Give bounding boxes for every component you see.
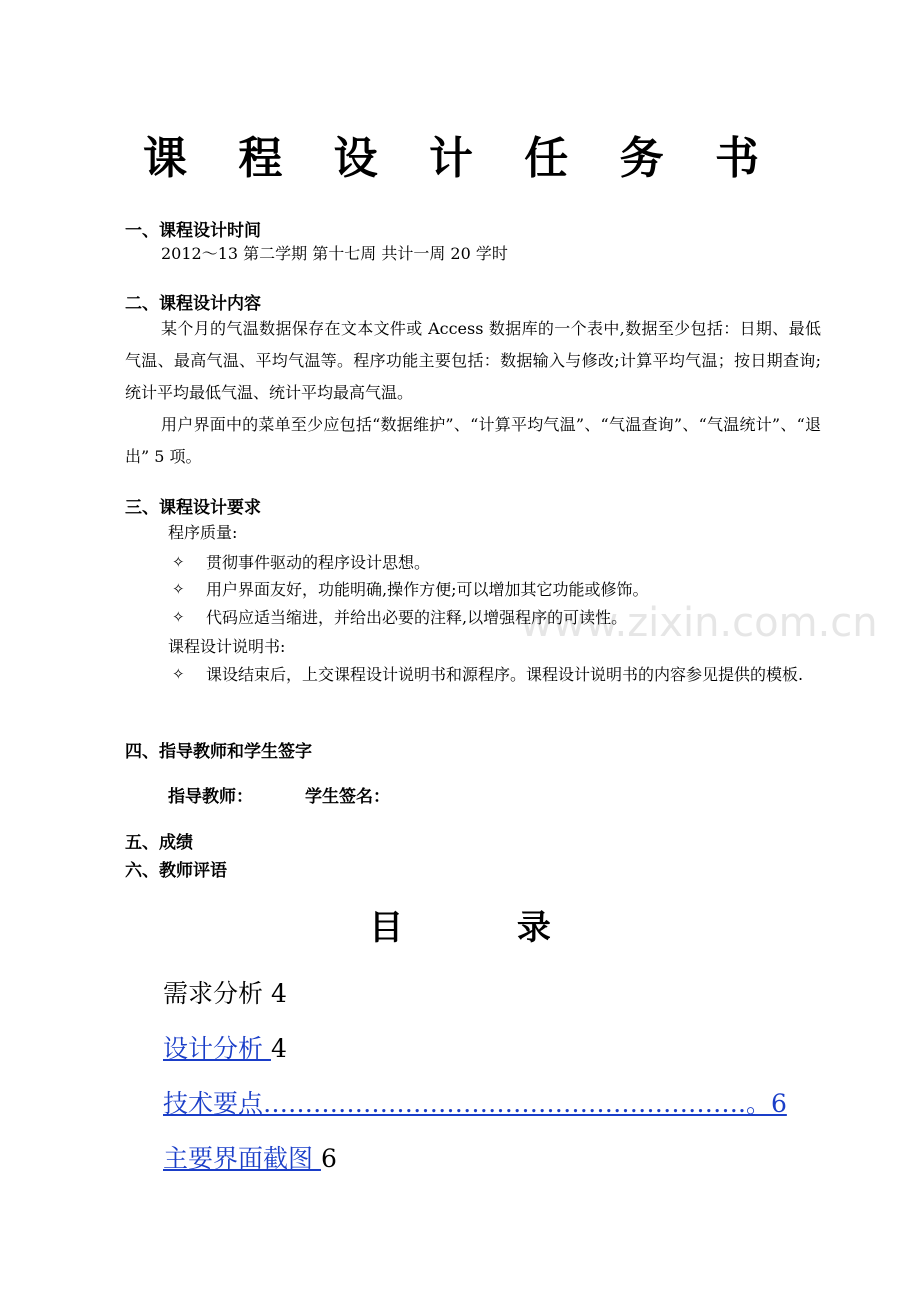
toc-item-page: 4	[263, 979, 287, 1008]
toc-item-link[interactable]: 设计分析	[163, 1034, 271, 1063]
list-item	[172, 548, 822, 577]
diamond-bullet-icon: ✧	[172, 553, 185, 571]
diamond-bullet-icon: ✧	[172, 608, 185, 626]
section-4-heading: 四、指导教师和学生签字	[125, 742, 312, 762]
teacher-signature-label: 指导教师：	[168, 787, 253, 807]
section-3-subheading-quality: 程序质量:	[168, 523, 238, 542]
toc-item-link[interactable]: 技术要点………………………………………………….。6	[163, 1089, 787, 1118]
list-item	[172, 575, 822, 604]
section-2-paragraph-1: 某个月的气温数据保存在文本文件或 Access 数据库的一个表中,数据至少包括：日期、最低气温、最高气温、平均气温等。程序功能主要包括：数据输入与修改;计算平均气温；按日期查询;统计平均最低气温、统计平均最高气温。	[125, 319, 821, 402]
list-item	[172, 660, 822, 689]
toc-title	[0, 900, 920, 949]
diamond-bullet-icon: ✧	[172, 580, 185, 598]
list-item-text: 代码应适当缩进，并给出必要的注释,以增强程序的可读性。	[206, 608, 628, 627]
list-item-text: 贯彻事件驱动的程序设计思想。	[206, 553, 431, 572]
toc-item[interactable]	[163, 974, 287, 1010]
section-2-heading: 二、课程设计内容	[125, 294, 261, 314]
toc-item-label: 需求分析	[163, 979, 264, 1008]
list-item-text: 用户界面友好，功能明确,操作方便;可以增加其它功能或修饰。	[206, 580, 649, 599]
section-1-text: 2012～13 第二学期 第十七周 共计一周 20 学时	[161, 244, 508, 263]
section-5-heading: 五、成绩	[125, 833, 193, 853]
toc-item-page: 4	[270, 1034, 287, 1063]
section-6-heading: 六、教师评语	[125, 861, 227, 881]
toc-item[interactable]	[163, 1029, 287, 1065]
list-item	[172, 603, 822, 632]
toc-title-left: 目	[369, 908, 404, 948]
toc-item[interactable]	[163, 1139, 337, 1175]
document-title: 课 程 设 计 任 务 书	[143, 133, 777, 184]
section-3-subheading-report: 课程设计说明书:	[168, 637, 286, 656]
section-1-heading: 一、课程设计时间	[125, 221, 261, 241]
section-2-paragraph-2: 用户界面中的菜单至少应包括“数据维护”、“计算平均气温”、“气温查询”、“气温统计”、“退出” 5 项。	[125, 415, 821, 466]
toc-item-link[interactable]: 主要界面截图	[163, 1144, 321, 1173]
diamond-bullet-icon: ✧	[172, 665, 185, 683]
student-signature-label: 学生签名：	[305, 787, 390, 807]
toc-title-right: 录	[516, 908, 551, 948]
watermark: www.zixin.com.cn	[520, 600, 878, 646]
toc-item[interactable]	[163, 1084, 787, 1120]
toc-item-page: 6	[320, 1144, 337, 1173]
list-item-text: 课设结束后，上交课程设计说明书和源程序。课程设计说明书的内容参见提供的模板.	[206, 665, 804, 684]
section-3-heading: 三、课程设计要求	[125, 498, 261, 518]
